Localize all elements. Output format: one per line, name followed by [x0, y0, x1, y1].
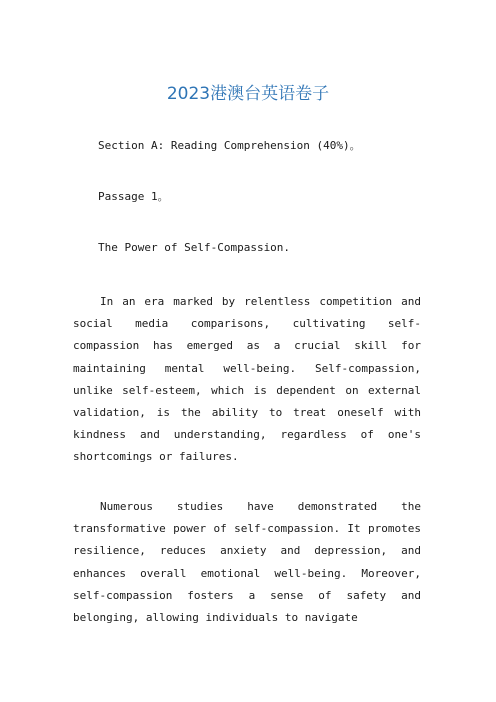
passage-title: The Power of Self-Compassion. — [98, 241, 291, 254]
section-heading: Section A: Reading Comprehension (40%)。 — [98, 139, 361, 152]
paragraph-2: Numerous studies have demonstrated the transformative power of self-compassion. It promotes resilience, reduces anxiety and depression, and enhances overall emotional well-being. Moreover, self-compassion fosters a sense of safety and belonging, allowing individuals to navigate — [73, 500, 421, 625]
passage-label: Passage 1。 — [98, 190, 169, 203]
document-title: 2023港澳台英语卷子 — [166, 84, 330, 104]
paragraph-1: In an era marked by relentless competition and social media comparisons, cultivating self-compassion has emerged as a crucial skill for maintaining mental well-being. Self-compassion, unlike self-esteem, which is dependent on external validation, is the ability to treat oneself with kindness and understanding, regardless of one's shortcomings or failures. — [73, 295, 421, 464]
